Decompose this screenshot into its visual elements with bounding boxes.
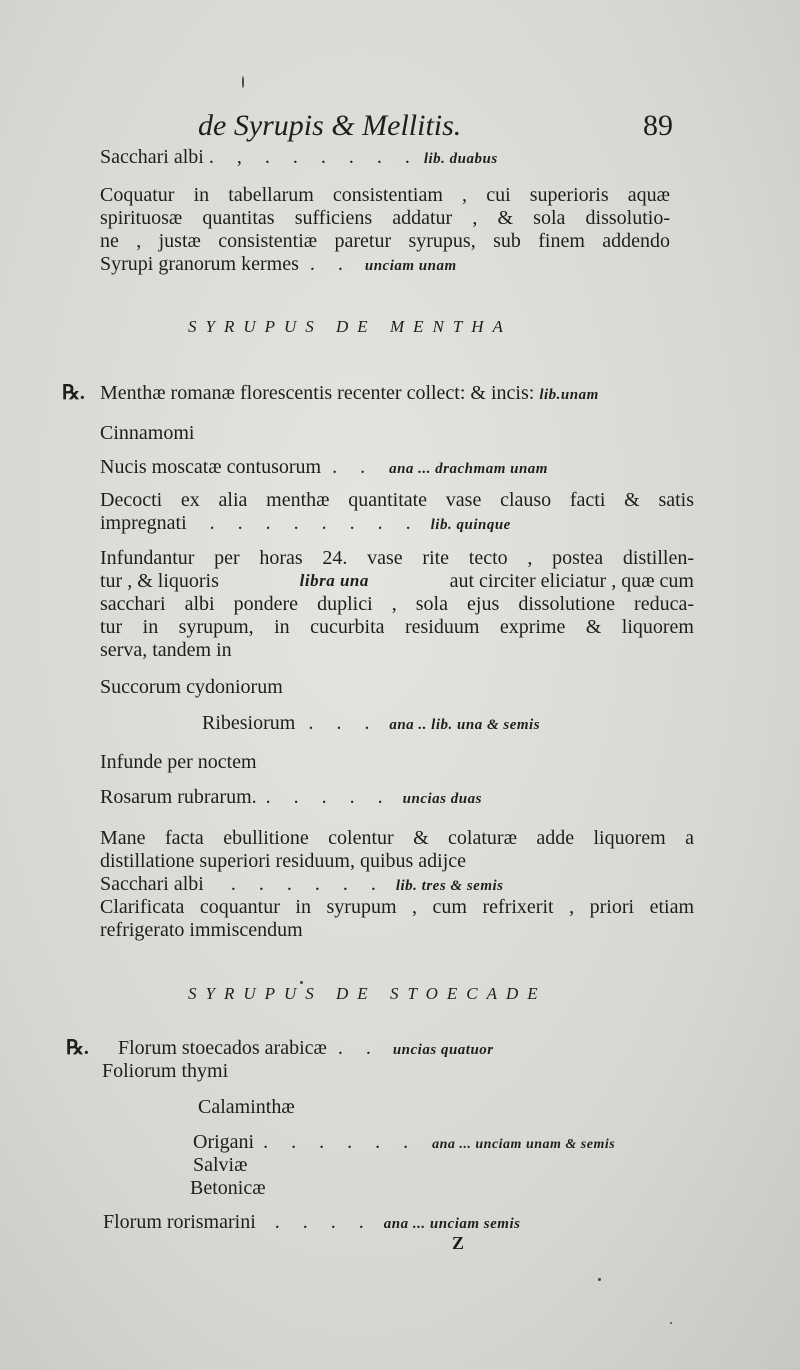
sugar-line [100,873,504,897]
print-speck [300,981,303,984]
decoction-line [100,512,511,536]
recipe-symbol: ℞. [66,1037,89,1059]
section-heading: SYRUPUS DE STOECADE [188,984,547,1003]
instruction-line: Infunde per noctem [100,751,257,773]
paragraph-line: tur in syrupum, in cucurbita residuum exprime & liquorem [100,616,694,638]
ingredient: Syrupi granorum kermes [100,253,299,275]
ingredient-line: Foliorum thymi [102,1060,229,1082]
measure: ana ... unciam unam & semis [432,1137,616,1152]
measure: lib. duabus [423,151,498,167]
leader-dots: . . [309,253,352,275]
flowers-line [118,1037,494,1061]
measure: lib. quinque [430,517,511,533]
section-heading: SYRUPUS DE MENTHA [188,317,512,336]
measure: uncias duas [402,791,482,807]
paragraph-line: refrigerato immiscendum [100,919,303,941]
sugar-line [100,146,498,170]
paragraph-line: serva, tandem in [100,639,232,661]
leader-dots: . , . . . . . . [208,146,419,168]
leader-dots: . . . . [274,1211,373,1233]
ingredient: Florum stoecados arabicæ [118,1037,327,1059]
measure: ana ... drachmam unam [389,461,548,477]
paragraph-line: Mane facta ebullitione colentur & colaturæ adde liquorem a [100,827,694,849]
ingredient: Rosarum rubrarum. [100,786,257,808]
ingredient: Origani [193,1131,255,1153]
text: aut circiter eliciatur , quæ cum [449,570,694,592]
ingredient-line: Succorum cydoniorum [100,676,283,698]
paragraph-line: spirituosæ quantitas sufficiens addatur , & sola dissolutio- [100,207,670,229]
text: impregnati [100,512,187,534]
paragraph-line: Coquatur in tabellarum consistentiam , cui superioris aquæ [100,184,670,206]
leader-dots: . . . . . . . . [209,512,420,534]
currants-line [202,712,540,736]
roses-line [100,786,482,810]
paragraph-line: Infundantur per horas 24. vase rite tecto , postea distillen- [100,547,694,569]
print-speck [670,1322,672,1324]
ingredient: Ribesiorum [202,712,296,734]
text: tur , & liquoris [100,570,219,592]
ingredient: Sacchari albi [100,146,204,168]
running-header-title: de Syrupis & Mellitis. [198,109,462,142]
leader-dots: . . . . . . [230,873,385,895]
paragraph-line: sacchari albi pondere duplici , sola ejus dissolutione reduca- [100,593,694,615]
paragraph-line: Decocti ex alia menthæ quantitate vase clauso facti & satis [100,489,694,511]
origanum-line [193,1131,615,1156]
recipe-symbol: ℞. [62,382,85,404]
measure: lib.unam [539,387,599,403]
leader-dots: . . [332,456,375,478]
nutmeg-line [100,456,548,480]
mint-line [100,382,599,406]
ingredient-line: Betonicæ [190,1177,266,1199]
leader-dots: . . . . . [265,786,392,808]
print-speck [242,76,244,88]
measure: ana .. lib. una & semis [389,717,541,733]
ingredient: Sacchari albi [100,873,204,895]
measure: lib. tres & semis [395,878,504,894]
ingredient-line: Calaminthæ [198,1096,295,1118]
kermes-line [100,253,457,277]
leader-dots: . . [337,1037,380,1059]
paragraph-line: Clarificata coquantur in syrupum , cum refrixerit , priori etiam [100,896,694,918]
leader-dots: . . . [308,712,379,734]
page-number: 89 [643,109,673,142]
ingredient: Florum rorismarini [103,1211,256,1233]
paragraph-line: distillatione superiori residuum, quibus adijce [100,850,467,872]
ingredient-line: Salviæ [193,1154,248,1176]
print-speck [598,1278,601,1281]
ingredient: Menthæ romanæ florescentis recenter collect: & incis: [100,382,535,404]
ingredient: Nucis moscatæ contusorum [100,456,322,478]
measure: uncias quatuor [392,1042,494,1058]
measure: unciam unam [364,258,457,274]
measure: ana ... unciam semis [383,1216,521,1232]
paragraph-line [100,570,694,592]
ingredient-line: Cinnamomi [100,422,195,444]
signature-mark: Z [452,1233,465,1253]
measure: libra una [299,571,369,590]
leader-dots: . . . . . . [263,1131,418,1153]
paragraph-line: ne , justæ consistentiæ paretur syrupus, sub finem addendo [100,230,670,252]
